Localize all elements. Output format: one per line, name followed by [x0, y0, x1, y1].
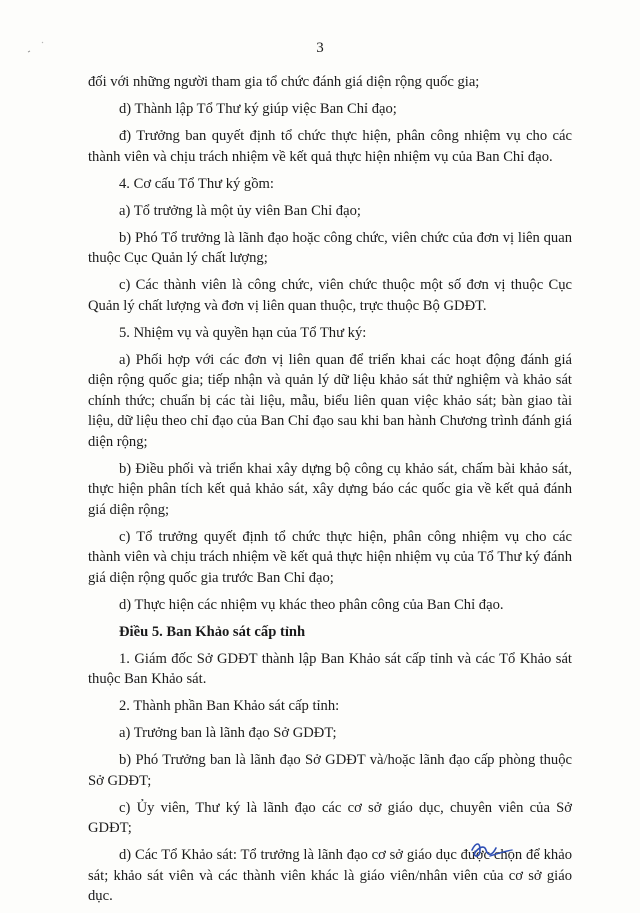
- paragraph-a5-2c: c) Ủy viên, Thư ký là lãnh đạo các cơ sở giáo dục, chuyên viên của Sở GDĐT;: [88, 799, 572, 836]
- paragraph-3dd: đ) Trưởng ban quyết định tổ chức thực hiện, phân công nhiệm vụ cho các thành viên và chịu trách nhiệm về kết quả thực hiện nhiệm vụ của Ban Chỉ đạo.: [88, 128, 572, 165]
- paragraph-a5-2b: b) Phó Trưởng ban là lãnh đạo Sở GDĐT và/hoặc lãnh đạo cấp phòng thuộc Sở GDĐT;: [88, 752, 572, 789]
- paragraph-5c: c) Tổ trưởng quyết định tổ chức thực hiện, phân công nhiệm vụ cho các thành viên và chịu trách nhiệm về kết quả thực hiện nhiệm vụ của Tổ Thư ký đánh giá diện rộng quốc gia trước Ban Chỉ đạo;: [88, 528, 572, 586]
- paragraph-a5-1: 1. Giám đốc Sở GDĐT thành lập Ban Khảo sát cấp tỉnh và các Tổ Khảo sát thuộc Ban Khảo sát.: [88, 650, 572, 687]
- paragraph-3d: d) Thành lập Tổ Thư ký giúp việc Ban Chỉ đạo;: [119, 101, 397, 117]
- paragraph-a5-2: 2. Thành phần Ban Khảo sát cấp tỉnh:: [119, 698, 340, 714]
- page-number: 3: [316, 40, 324, 56]
- paragraph-4c: c) Các thành viên là công chức, viên chức thuộc một số đơn vị thuộc Cục Quản lý chất lượng và đơn vị liên quan thuộc, trực thuộc Bộ GDĐT.: [88, 277, 572, 314]
- paragraph-5: 5. Nhiệm vụ và quyền hạn của Tổ Thư ký:: [119, 324, 367, 341]
- paragraph-5b: b) Điều phối và triển khai xây dựng bộ công cụ khảo sát, chấm bài khảo sát, thực hiện phân tích kết quả khảo sát, xây dựng báo các quốc gia về kết quả đánh giá diện rộng;: [88, 460, 572, 518]
- paragraph-a5-2d: d) Các Tổ Khảo sát: Tổ trưởng là lãnh đạo cơ sở giáo dục được chọn để khảo sát; khảo sát viên và các thành viên khác là giáo viên/nhân viên của cơ sở giáo dục.: [88, 847, 572, 904]
- paragraph-continuation: đối với những người tham gia tổ chức đánh giá diện rộng quốc gia;: [88, 74, 480, 90]
- paragraph-4b: b) Phó Tổ trưởng là lãnh đạo hoặc công chức, viên chức của đơn vị liên quan thuộc Cục Quản lý chất lượng;: [88, 229, 572, 266]
- paragraph-5d: d) Thực hiện các nhiệm vụ khác theo phân công của Ban Chỉ đạo.: [119, 596, 504, 613]
- article-5-heading: Điều 5. Ban Khảo sát cấp tỉnh: [119, 623, 306, 640]
- paragraph-5a: a) Phối hợp với các đơn vị liên quan để triển khai các hoạt động đánh giá diện rộng quốc gia; tiếp nhận và quản lý dữ liệu khảo sát thử nghiệm và khảo sát chính thức; chuẩn bị các tài liệu, mẫu, biểu liên quan việc khảo sát; bàn giao tài liệu, dữ liệu theo chỉ đạo của Ban Chỉ đạo sau khi ban hành Chương trình đánh giá diện rộng;: [88, 351, 572, 450]
- document-body: [88, 72, 572, 913]
- paragraph-4: 4. Cơ cấu Tổ Thư ký gồm:: [119, 175, 274, 192]
- paragraph-a5-2a: a) Trưởng ban là lãnh đạo Sở GDĐT;: [119, 725, 337, 741]
- initials-signature-icon: [468, 836, 516, 862]
- paragraph-4a: a) Tổ trưởng là một ủy viên Ban Chỉ đạo;: [119, 202, 361, 219]
